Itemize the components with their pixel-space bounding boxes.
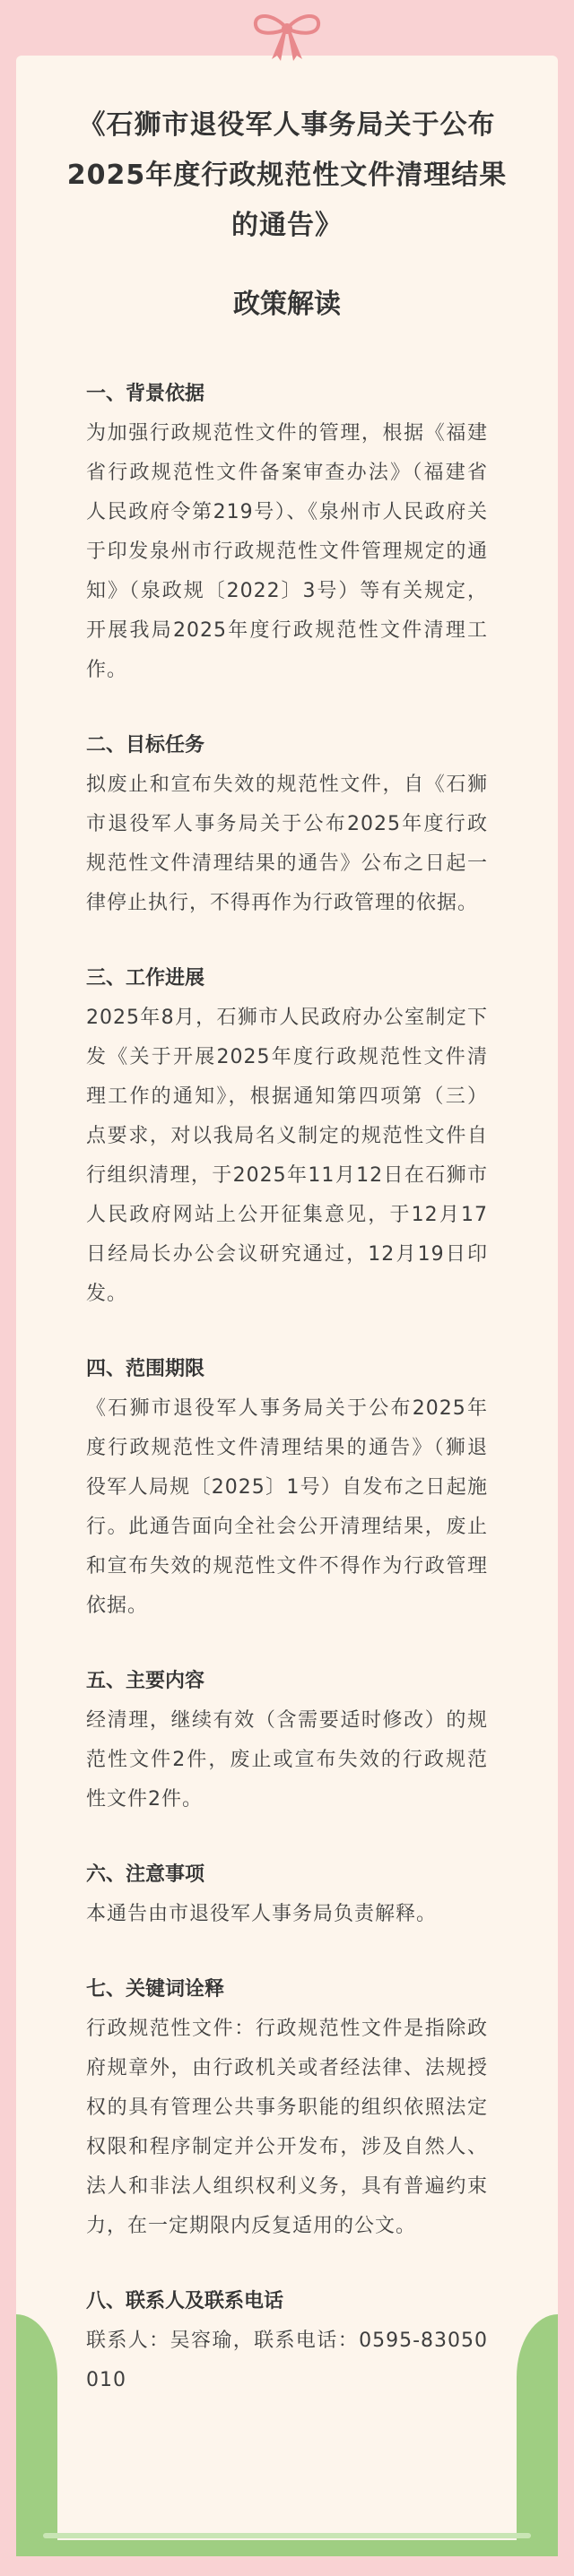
leaf-decoration-right [517, 2314, 558, 2556]
section-heading: 二、目标任务 [86, 734, 205, 756]
section-glossary [86, 1970, 488, 2246]
section-main-content [86, 1662, 488, 1820]
section-heading: 六、注意事项 [86, 1863, 205, 1886]
section-contact [86, 2282, 488, 2400]
section-heading: 五、主要内容 [86, 1670, 205, 1692]
ribbon-bow-icon [247, 7, 327, 63]
section-notes [86, 1855, 488, 1934]
section-body: 2025年8月，石狮市人民政府办公室制定下发《关于开展2025年度行政规范性文件清理工作的通知》，根据通知第四项第（三）点要求，对以我局名义制定的规范性文件自行组织清理，于2025年11月12日在石狮市人民政府网站上公开征集意见，于12月17日经局长办公会议研究通过，12月19日印发。 [86, 1007, 488, 1305]
section-body: 拟废止和宣布失效的规范性文件，自《石狮市退役军人事务局关于公布2025年度行政规范性文件清理结果的通告》公布之日起一律停止执行，不得再作为行政管理的依据。 [86, 774, 488, 914]
section-heading: 七、关键词诠释 [86, 1978, 225, 2001]
document-content [86, 375, 488, 2436]
section-heading: 四、范围期限 [86, 1358, 205, 1380]
ground-line-decoration [43, 2533, 531, 2538]
leaf-decoration-left [16, 2314, 57, 2556]
section-body: 本通告由市退役军人事务局负责解释。 [86, 1903, 438, 1925]
section-heading: 三、工作进展 [86, 967, 205, 990]
ground-decoration [16, 2540, 558, 2556]
section-background [86, 375, 488, 690]
section-heading: 八、联系人及联系电话 [86, 2290, 284, 2312]
document-title: 《石狮市退役军人事务局关于公布2025年度行政规范性文件清理结果的通告》 [66, 109, 508, 241]
section-heading: 一、背景依据 [86, 383, 205, 405]
section-body: 经清理，继续有效（含需要适时修改）的规范性文件2件，废止或宣布失效的行政规范性文件2件。 [86, 1709, 488, 1811]
section-body: 行政规范性文件：行政规范性文件是指除政府规章外，由行政机关或者经法律、法规授权的具有管理公共事务职能的组织依照法定权限和程序制定并公开发布，涉及自然人、法人和非法人组织权利义务，具有普遍约束力，在一定期限内反复适用的公文。 [86, 2018, 488, 2237]
section-objectives [86, 726, 488, 923]
document-subtitle: 政策解读 [233, 289, 341, 320]
section-scope [86, 1350, 488, 1626]
section-body: 为加强行政规范性文件的管理，根据《福建省行政规范性文件备案审查办法》（福建省人民政府令第219号）、《泉州市人民政府关于印发泉州市行政规范性文件管理规定的通知》（泉政规〔2022〕3号）等有关规定，开展我局2025年度行政规范性文件清理工作。 [86, 422, 488, 681]
section-body: 《石狮市退役军人事务局关于公布2025年度行政规范性文件清理结果的通告》（狮退役军人局规〔2025〕1号）自发布之日起施行。此通告面向全社会公开清理结果，废止和宣布失效的规范性文件不得作为行政管理依据。 [86, 1397, 488, 1617]
contact-info: 联系人：吴容瑜，联系电话：0595-83050010 [86, 2330, 488, 2391]
section-progress [86, 959, 488, 1314]
